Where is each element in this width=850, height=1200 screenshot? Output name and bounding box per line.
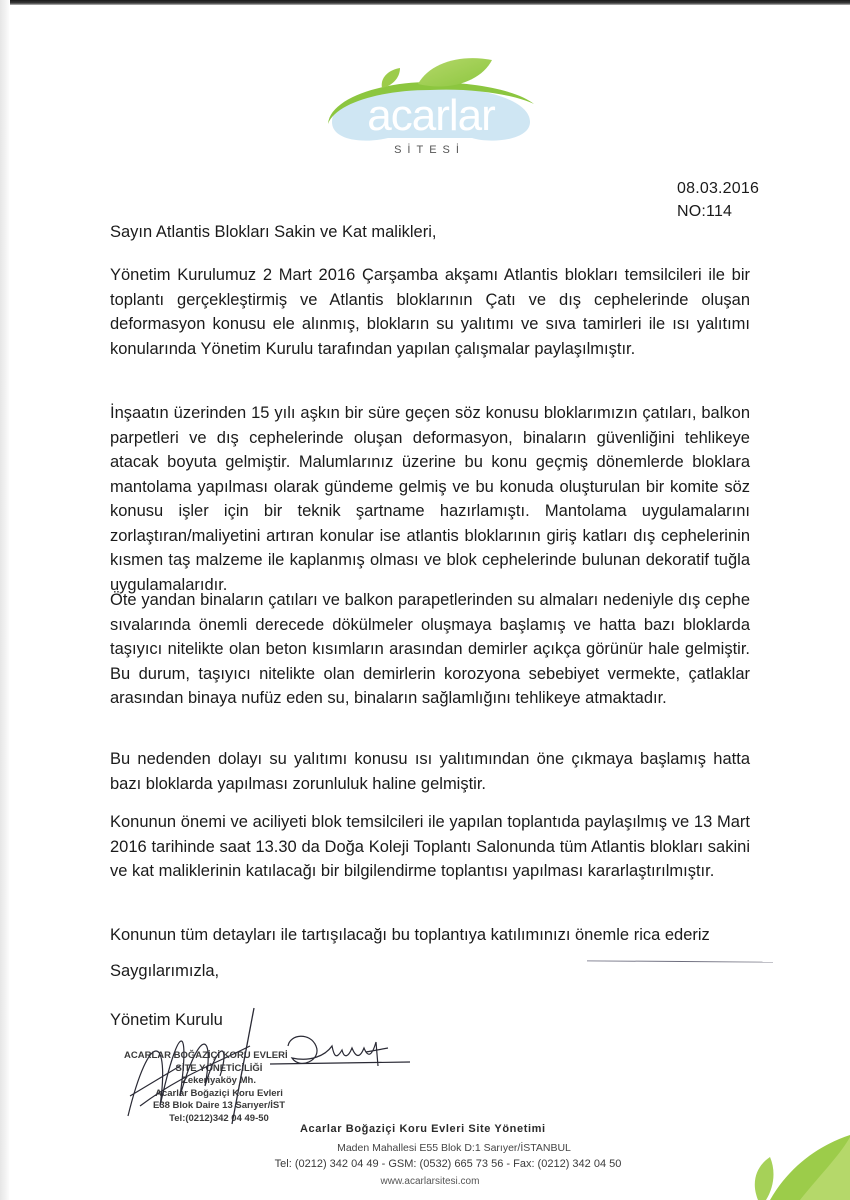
footer-website[interactable]: www.acarlarsitesi.com — [380, 1176, 480, 1187]
letter-number: NO:114 — [677, 203, 733, 220]
stamp-line: Acarlar Boğaziçi Koru Evleri — [155, 1087, 283, 1099]
scan-edge-top — [0, 0, 850, 5]
body-paragraph-3: Öte yandan binaların çatıları ve balkon parapetlerinden su almaları nedeniyle dış cephe sıvalarında önemli derecede dökülmeler oluşmaya başlamış ve hatta bazı bloklarda taşıyıcı nitelikte olan beton kısımların arasından demirler açıkça görünür hale gelmiştir. Bu durum, taşıyıcı nitelikte olan demirlerin korozyona sebebiyet vermekte, çatlaklar arasından binaya nufüz eden su, binaların sağlamlığını tehlikeye atmaktadır. — [110, 591, 750, 707]
letterhead-logo — [322, 52, 537, 164]
stamp-line: Tel:(0212)342 04 49-50 — [169, 1112, 269, 1124]
body-paragraph-4: Bu nedenden dolayı su yalıtımı konusu ısı yalıtımından öne çıkmaya başlamış hatta bazı bloklarda yapılması zorunluluk haline gelmiştir. — [110, 750, 750, 793]
stamp-line: ACARLAR BOĞAZİÇİ KORU EVLERİ — [124, 1050, 288, 1061]
closing-phrase: Saygılarımızla, — [110, 962, 220, 980]
signatory-title: Yönetim Kurulu — [110, 1011, 223, 1029]
body-paragraph-2: İnşaatın üzerinden 15 yılı aşkın bir süre geçen söz konusu bloklarımızın çatıları, balkon parpetleri ve dış cephelerinde oluşan deformasyon, binaların güvenliğini tehlikeye atacak boyuta gelmiştir. Malumlarınız üzerine bu konu geçmiş dönemlerde bloklara mantolama yapılması olarak gündeme gelmiş ve bu konuda oluşturulan bir komite söz konusu işler için bir teknik şartname hazırlamıştı. Mantolama uygulamalarını zorlaştıran/maliyetini artıran konular ise atlantis bloklarının giriş katları dış cephelerinin kısmen taş malzeme ile kaplanmış olması ve blok cephelerinde bulunan dekoratif tuğla uygulamalarıdır. — [110, 404, 750, 594]
footer-organization: Acarlar Boğaziçi Koru Evleri Site Yönetimi — [300, 1123, 546, 1135]
stamp-line: SİTE YÖNETİCİLİĞİ — [175, 1062, 263, 1074]
official-stamp — [124, 1050, 314, 1125]
footer-contact: Tel: (0212) 342 04 49 - GSM: (0532) 665 73 56 - Fax: (0212) 342 04 50 — [274, 1158, 622, 1170]
body-paragraph-5: Konunun önemi ve aciliyeti blok temsilcileri ile yapılan toplantıda paylaşılmış ve 13 Mart 2016 tarihinde saat 13.30 da Doğa Koleji Toplantı Salonunda tüm Atlantis blokları sakini ve kat maliklerinin katılacağı bir bilgilendirme toplantısı yapılması kararlaştırılmıştır. — [110, 813, 750, 880]
salutation: Sayın Atlantis Blokları Sakin ve Kat malikleri, — [110, 223, 437, 241]
scan-edge-left — [0, 0, 10, 1200]
body-paragraph-6: Konunun tüm detayları ile tartışılacağı bu toplantıya katılımınızı önemle rica ederiz — [110, 926, 710, 944]
corner-leaf-decoration — [740, 1125, 850, 1200]
leaf-icon — [740, 1125, 850, 1200]
letter-date: 08.03.2016 — [677, 180, 760, 197]
footer-address: Maden Mahallesi E55 Blok D:1 Sarıyer/İSTANBUL — [337, 1142, 571, 1154]
signature-rule — [587, 960, 773, 962]
logo-subtitle: SİTESİ — [394, 144, 465, 156]
stamp-line: E38 Blok Daire 13 Sarıyer/İST — [152, 1100, 286, 1111]
svg-text:acarlar: acarlar — [367, 91, 495, 140]
body-paragraph-1: Yönetim Kurulumuz 2 Mart 2016 Çarşamba akşamı Atlantis blokları temsilcileri ile bir toplantı gerçekleştirmiş ve Atlantis bloklarının Çatı ve dış cephelerinde oluşan deformasyon konusu ele alınmış, blokların su yalıtımı ve sıva tamirleri ile ısı yalıtımı konularında Yönetim Kurulu tarafından yapılan çalışmalar paylaşılmıştır. — [110, 266, 750, 358]
stamp-line: Zekeriyaköy Mh. — [182, 1075, 256, 1086]
